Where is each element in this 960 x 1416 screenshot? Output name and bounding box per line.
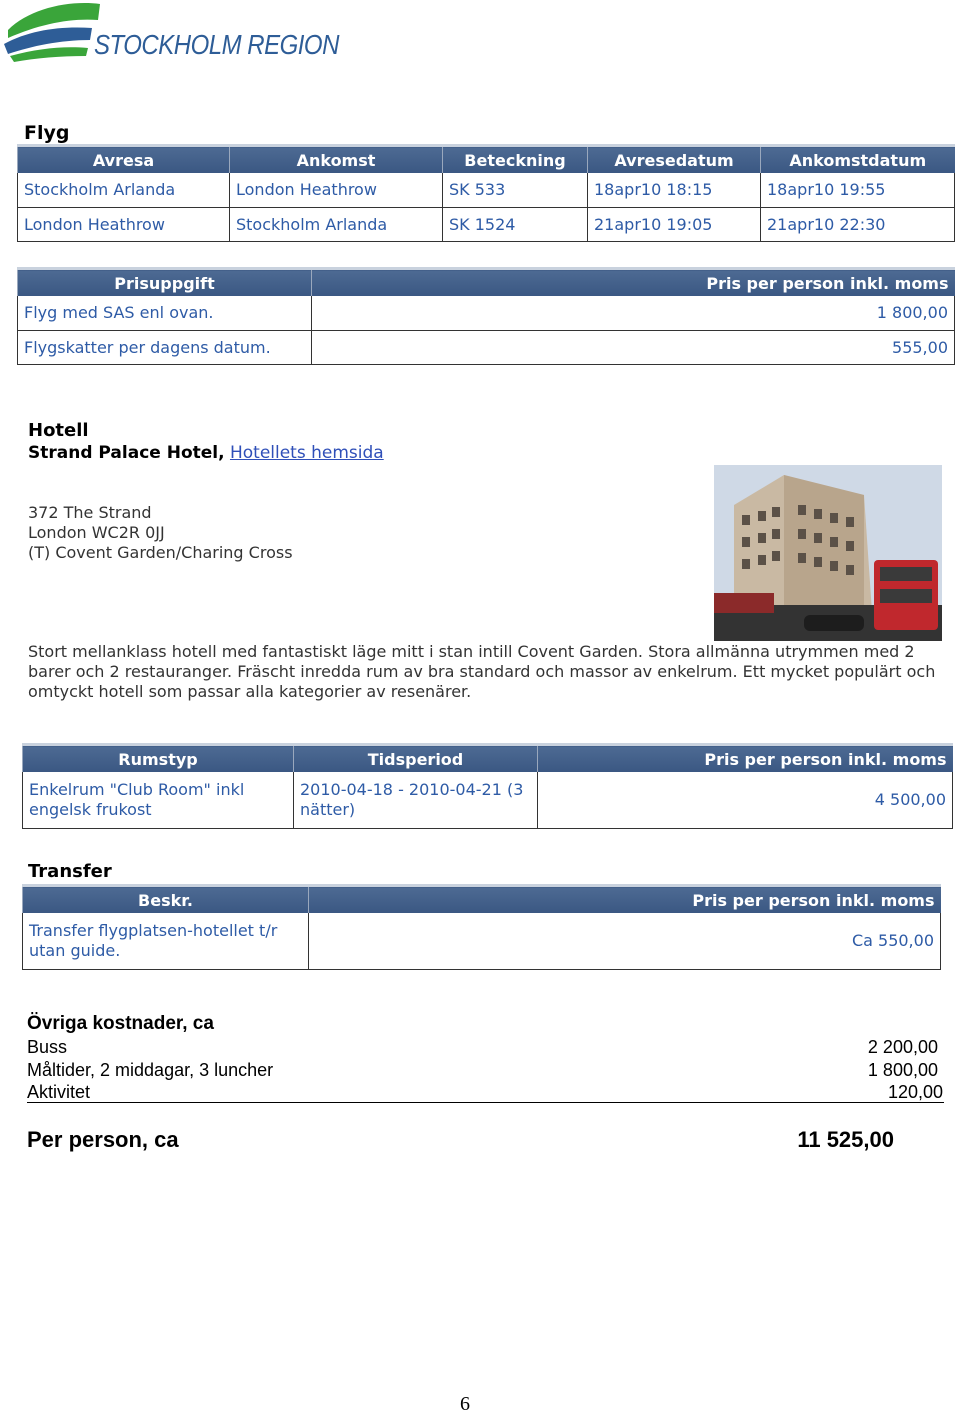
table-row	[18, 296, 955, 330]
transfer-table	[22, 884, 941, 970]
cell: 21apr10 19:05	[588, 207, 761, 241]
cost-value: 2 200,00	[867, 1037, 938, 1057]
cost-value: 120,00	[887, 1082, 943, 1102]
table-row	[23, 913, 941, 969]
col-beteckning: Beteckning	[443, 146, 588, 174]
cell: Flyg med SAS enl ovan.	[18, 296, 312, 330]
cost-label: Aktivitet	[27, 1082, 91, 1102]
table-row	[18, 173, 955, 207]
cell: SK 533	[443, 173, 588, 207]
hotell-heading: Hotell	[28, 420, 89, 441]
cell: 4 500,00	[538, 772, 953, 828]
hotel-description: Stort mellanklass hotell med fantastiskt läge mitt i stan intill Covent Garden. Stora allmänna utrymmen med 2 barer och 2 restauranger. Fräscht inredda rum av bra standard och massor av enkelrum. Ett mycket populärt och omtyckt hotell som passar alla kategorier av resenärer.	[28, 642, 936, 701]
col-ankomst: Ankomst	[230, 146, 443, 174]
address-line: (T) Covent Garden/Charing Cross	[28, 543, 293, 562]
cell: 21apr10 22:30	[761, 207, 955, 241]
cell: 2010-04-18 - 2010-04-21 (3 nätter)	[294, 772, 538, 828]
cost-label: Buss	[27, 1037, 68, 1057]
cell: 18apr10 18:15	[588, 173, 761, 207]
flyg-heading: Flyg	[24, 122, 70, 144]
total-value: 11 525,00	[797, 1127, 894, 1152]
address-line: London WC2R 0JJ	[28, 523, 165, 542]
cost-value: 1 800,00	[867, 1060, 938, 1080]
col-prisuppgift: Prisuppgift	[18, 269, 312, 297]
cell: Stockholm Arlanda	[18, 173, 230, 207]
cell: Enkelrum "Club Room" inkl engelsk frukost	[23, 772, 294, 828]
col-pris-per-person: Pris per person inkl. moms	[309, 886, 941, 914]
col-tidsperiod: Tidsperiod	[294, 745, 538, 773]
hotel-name: Strand Palace Hotel,	[28, 443, 225, 463]
cell: 555,00	[312, 330, 955, 364]
col-ankomstdatum: Ankomstdatum	[761, 146, 955, 174]
col-avresedatum: Avresedatum	[588, 146, 761, 174]
room-table	[22, 743, 953, 829]
cell: Ca 550,00	[309, 913, 941, 969]
col-rumstyp: Rumstyp	[23, 745, 294, 773]
cell: 18apr10 19:55	[761, 173, 955, 207]
logo-text: STOCKHOLM REGION	[94, 30, 339, 62]
table-row	[23, 772, 953, 828]
table-row	[18, 330, 955, 364]
hotel-address	[28, 503, 293, 563]
page-number: 6	[460, 1393, 470, 1415]
hotel-website-link[interactable]: Hotellets hemsida	[229, 443, 384, 463]
cell: Transfer flygplatsen-hotellet t/r utan guide.	[23, 913, 309, 969]
flight-table	[17, 144, 955, 242]
cell: Stockholm Arlanda	[230, 207, 443, 241]
total-label: Per person, ca	[27, 1127, 179, 1152]
hotel-building-icon	[714, 465, 942, 641]
cell: London Heathrow	[230, 173, 443, 207]
divider	[27, 1102, 944, 1103]
cost-label: Måltider, 2 middagar, 3 luncher	[27, 1060, 274, 1080]
table-row	[18, 207, 955, 241]
col-avresa: Avresa	[18, 146, 230, 174]
cell: SK 1524	[443, 207, 588, 241]
hotel-name-line	[28, 443, 384, 463]
address-line: 372 The Strand	[28, 503, 152, 522]
hotel-photo	[714, 465, 942, 641]
cell: London Heathrow	[18, 207, 230, 241]
col-pris-per-person: Pris per person inkl. moms	[312, 269, 955, 297]
cell: Flygskatter per dagens datum.	[18, 330, 312, 364]
cell: 1 800,00	[312, 296, 955, 330]
price-table	[17, 267, 955, 365]
transfer-heading: Transfer	[28, 861, 112, 882]
col-pris-per-person: Pris per person inkl. moms	[538, 745, 953, 773]
ovriga-heading: Övriga kostnader, ca	[27, 1013, 214, 1034]
col-beskr: Beskr.	[23, 886, 309, 914]
